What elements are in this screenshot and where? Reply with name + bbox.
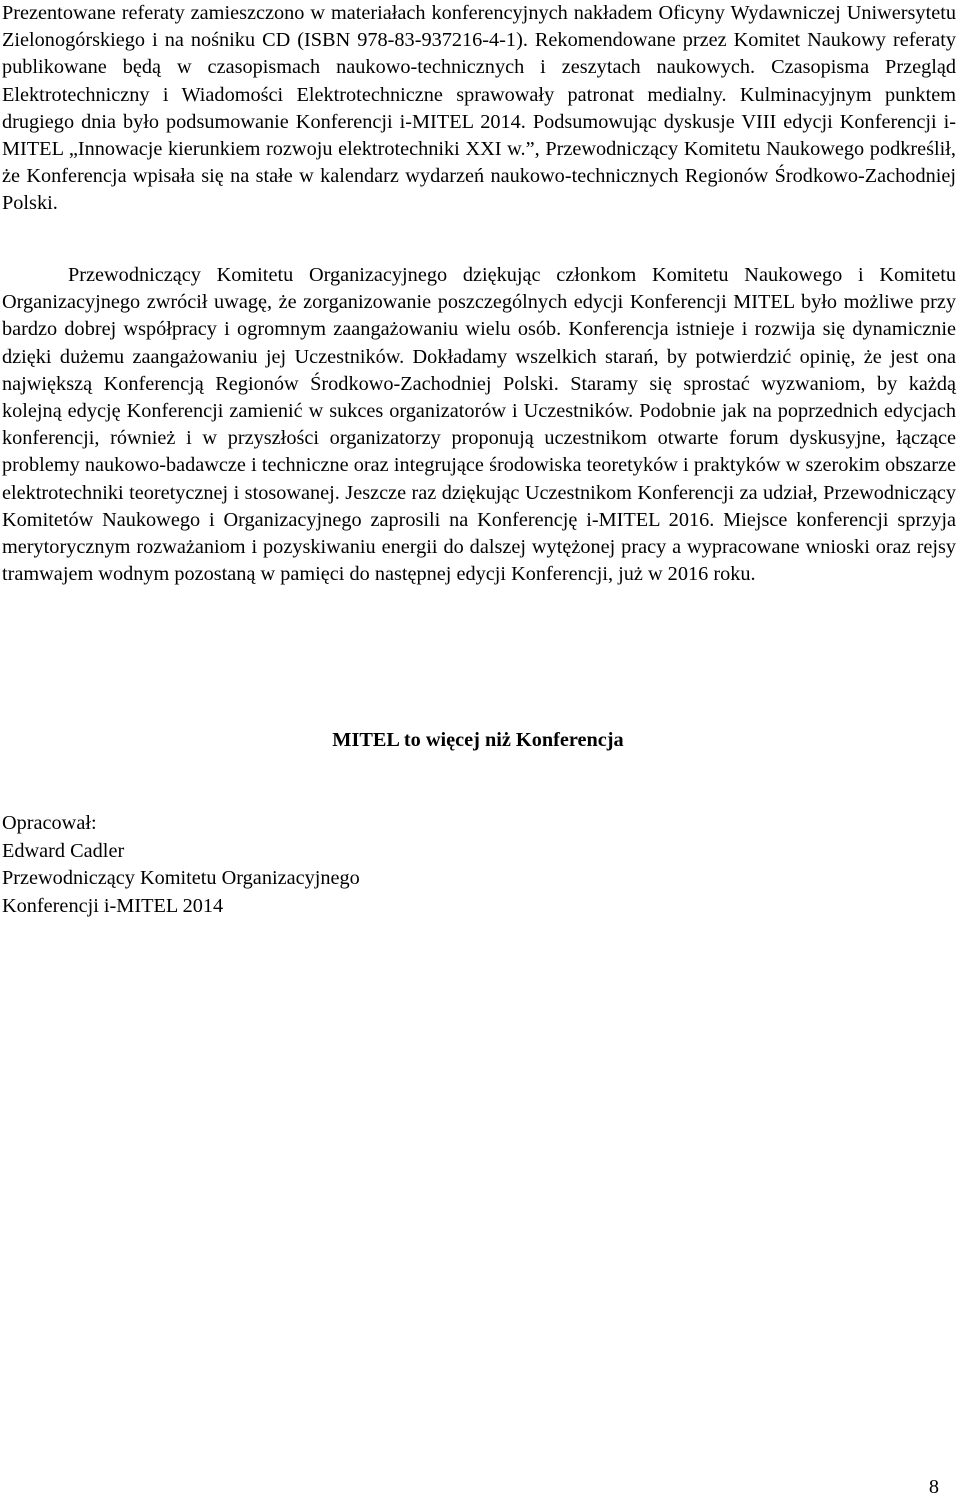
page-number: 8	[928, 1476, 939, 1498]
signature-label: Opracował:	[2, 812, 97, 834]
section-heading: MITEL to więcej niż Konferencja	[332, 729, 624, 751]
signature-block	[2, 810, 360, 920]
body-paragraph: Prezentowane referaty zamieszczono w materiałach konferencyjnych nakładem Oficyny Wydawniczej Uniwersytetu Zielonogórskiego i na nośniku CD (ISBN 978-83-937216-4-1). Rekomendowane przez Komitet Naukowy referaty publikowane będą w czasopismach naukowo-technicznych i zeszytach naukowych. Czasopisma Przegląd Elektrotechniczny i Wiadomości Elektrotechniczne sprawowały patronat medialny. Kulminacyjnym punktem drugiego dnia było podsumowanie Konferencji i-MITEL 2014. Podsumowując dyskusje VIII edycji Konferencji i-MITEL „Innowacje kierunkiem rozwoju elektrotechniki XXI w.”, Przewodniczący Komitetu Naukowego podkreślił, że Konferencja wpisała się na stałe w kalendarz wydarzeń naukowo-technicznych Regionów Środkowo-Zachodniej Polski.	[2, 2, 956, 215]
body-paragraph: Przewodniczący Komitetu Organizacyjnego dziękując członkom Komitetu Naukowego i Komitetu Organizacyjnego zwrócił uwagę, że zorganizowanie poszczególnych edycji Konferencji MITEL było możliwe przy bardzo dobrej współpracy i ogromnym zaangażowaniu wielu osób. Konferencja istnieje i rozwija się dynamicznie dzięki dużemu zaangażowaniu jej Uczestników. Dokładamy wszelkich starań, by potwierdzić opinię, że jest ona największą Konferencją Regionów Środkowo-Zachodniej Polski. Staramy się sprostać wyzwaniom, by każdą kolejną edycję Konferencji zamienić w sukces organizatorów i Uczestników. Podobnie jak na poprzednich edycjach konferencji, również i w przyszłości organizatorzy proponują uczestnikom otwarte forum dyskusyjne, łączące problemy naukowo-badawcze i techniczne oraz integrujące środowiska teoretyków i praktyków w szerokim obszarze elektrotechniki teoretycznej i stosowanej. Jeszcze raz dziękując Uczestnikom Konferencji za udział, Przewodniczący Komitetów Naukowego i Organizacyjnego zaprosili na Konferencję i-MITEL 2016. Miejsce konferencji sprzyja merytorycznym rozważaniom i pozyskiwaniu energii do dalszej wytężonej pracy a wypracowane wnioski oraz rejsy tramwajem wodnym pozostaną w pamięci do następnej edycji Konferencji, już w 2016 roku.	[2, 264, 956, 586]
signature-name: Edward Cadler	[2, 839, 125, 862]
signature-event: Konferencji i-MITEL 2014	[2, 894, 224, 917]
signature-role: Przewodniczący Komitetu Organizacyjnego	[2, 867, 360, 889]
